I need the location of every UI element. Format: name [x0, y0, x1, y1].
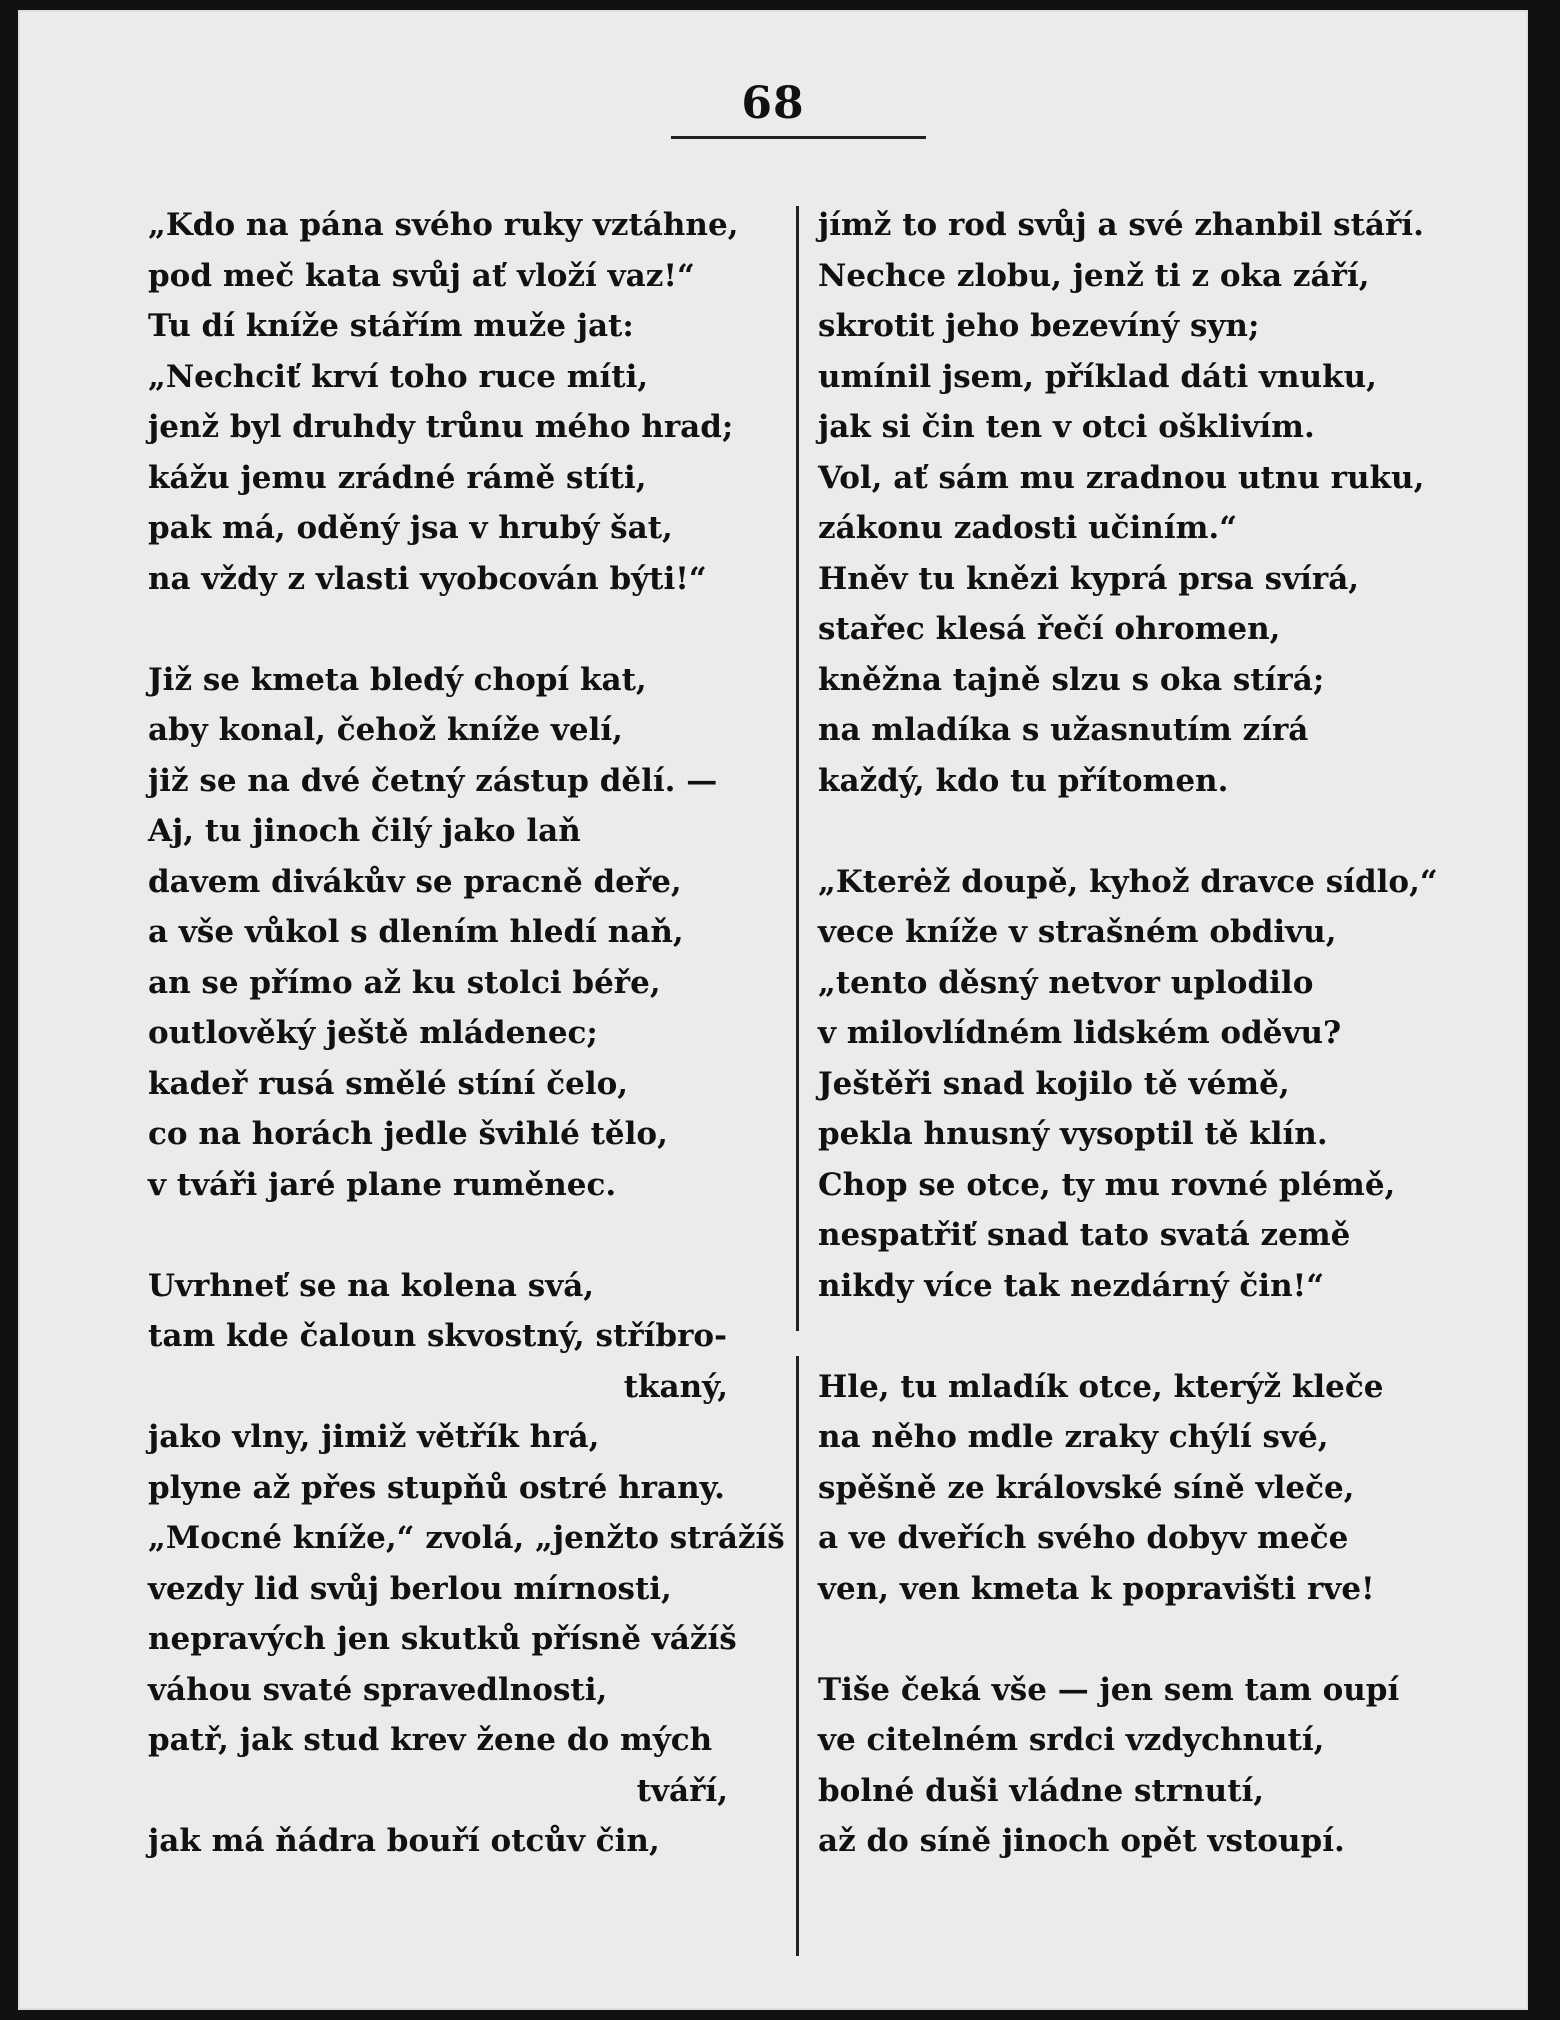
book-page: [18, 10, 1528, 2010]
verse-line: umínil jsem, příklad dáti vnuku,: [818, 358, 1377, 395]
page-number: 68: [741, 78, 805, 129]
verse-line: Nechce zlobu, jenž ti z oka září,: [818, 257, 1370, 294]
verse-line: aby konal, čehož kníže velí,: [148, 712, 623, 748]
verse-line: kážu jemu zrádné rámě stíti,: [148, 459, 647, 496]
verse-line: pak má, oděný jsa v hrubý šat,: [148, 510, 673, 546]
verse-line: skrotit jeho bezevíný syn;: [818, 308, 1260, 344]
stanza-right-3: [818, 1362, 1518, 1615]
stanza-left-1: [148, 200, 768, 604]
stanza-break: [148, 1210, 768, 1261]
verse-line: a ve dveřích svého dobyv meče: [818, 1520, 1349, 1556]
verse-line: kadeř rusá smělé stíní čelo,: [148, 1065, 629, 1102]
verse-line: Hle, tu mladík otce, kterýž klečе: [818, 1368, 1384, 1405]
verse-line: plyne až přes stupňů ostré hrany.: [148, 1469, 725, 1506]
verse-line: nespatřiť snad tato svatá země: [818, 1217, 1351, 1253]
verse-line: zákonu zadosti učiním.“: [818, 510, 1238, 546]
verse-line: váhou svaté spravedlnosti,: [148, 1671, 608, 1708]
stanza-right-1: [818, 200, 1518, 806]
stanza-break: [818, 1614, 1518, 1665]
verse-line: Tiše čeká vše — jen sem tam oupí: [818, 1671, 1400, 1708]
verse-line: patř, jak stud krev žene do mých: [148, 1722, 713, 1758]
verse-line: již se na dvé četný zástup dělí. —: [148, 762, 718, 799]
verse-line: Vol, ať sám mu zradnou utnu ruku,: [818, 459, 1425, 496]
verse-line: na vždy z vlasti vyobcován býti!“: [148, 560, 707, 597]
verse-line: kněžna tajně slzu s oka stírá;: [818, 661, 1325, 698]
stanza-right-2: [818, 857, 1518, 1312]
verse-line: na něho mdle zraky chýlí své,: [818, 1419, 1329, 1455]
verse-line: každý, kdo tu přítomen.: [818, 762, 1229, 799]
verse-line: jako vlny, jimiž větřík hrá,: [148, 1419, 600, 1455]
verse-line: co na horách jedle švihlé tělo,: [148, 1116, 668, 1152]
verse-line-continuation: tváří,: [636, 1772, 728, 1809]
verse-line: jak si čin ten v otci ošklivím.: [818, 409, 1315, 445]
column-divider-upper: [796, 206, 799, 1331]
verse-line: stařec klesá řečí ohromen,: [818, 611, 1281, 647]
verse-line: davem divákův se pracně deře,: [148, 863, 682, 900]
left-column: [148, 200, 785, 1867]
verse-line: „Kdo na pána svého ruky vztáhne,: [148, 207, 739, 243]
verse-line: Chop se otce, ty mu rovné plémě,: [818, 1166, 1396, 1203]
stanza-break: [818, 806, 1518, 857]
verse-line: Tu dí kníže stářím muže jat:: [148, 308, 634, 344]
verse-line: až do síně jinoch opět vstoupí.: [818, 1823, 1345, 1859]
verse-line: vece kníže v strašném obdivu,: [818, 914, 1337, 950]
verse-line: vezdy lid svůj berlou mírnosti,: [148, 1570, 672, 1607]
column-divider-lower: [796, 1356, 799, 1956]
verse-line: v milovlídném lidském oděvu?: [818, 1015, 1342, 1051]
verse-line: nepravých jen skutků přísně vážíš: [148, 1621, 737, 1657]
verse-line: tam kde čaloun skvostný, stříbro-: [148, 1318, 727, 1354]
stanza-left-3: [148, 1261, 785, 1867]
verse-line: „tento děsný netvor uplodilo: [818, 964, 1314, 1001]
verse-line: „Kterėž doupě, kyhož dravce sídlo,“: [818, 863, 1438, 900]
verse-line: jak má ňádra bouří otcův čin,: [148, 1823, 660, 1859]
verse-line: „Nechciť krví toho ruce míti,: [148, 358, 649, 395]
verse-line: Již se kmeta bledý chopí kat,: [148, 661, 647, 698]
page-number-rule: [671, 136, 926, 139]
verse-line: pekla hnusný vysoptil tě klín.: [818, 1116, 1328, 1152]
verse-line: Hněv tu knězi kyprá prsa svírá,: [818, 560, 1360, 597]
verse-line: an se přímo až ku stolci béře,: [148, 964, 661, 1001]
stanza-break: [818, 1311, 1518, 1362]
verse-line: ven, ven kmeta k popravišti rve!: [818, 1570, 1375, 1607]
verse-line: „Mocné kníže,“ zvolá, „jenžto strážíš: [148, 1520, 785, 1556]
verse-line: jímž to rod svůj a své zhanbil stáří.: [818, 207, 1424, 243]
verse-line: Uvrhneť se na kolena svá,: [148, 1267, 595, 1304]
stanza-right-4: [818, 1665, 1518, 1867]
right-column: [818, 200, 1518, 1867]
verse-line: ve citelném srdci vzdychnutí,: [818, 1722, 1325, 1758]
verse-line: pod meč kata svůj ať vloží vaz!“: [148, 257, 695, 294]
verse-line-continuation: tkaný,: [623, 1368, 728, 1405]
verse-line: Aj, tu jinoch čilý jako laň: [148, 813, 581, 849]
verse-line: jenž byl druhdy trůnu mého hrad;: [148, 409, 734, 445]
verse-line: v tváři jaré plane ruměnec.: [148, 1166, 617, 1203]
stanza-left-2: [148, 655, 768, 1211]
verse-line: Ještěři snad kojilo tě vémě,: [818, 1065, 1290, 1102]
verse-line: nikdy více tak nezdárný čin!“: [818, 1267, 1325, 1304]
verse-line: na mladíka s užasnutím zírá: [818, 712, 1309, 748]
stanza-break: [148, 604, 768, 655]
verse-line: bolné duši vládne strnutí,: [818, 1772, 1265, 1809]
verse-line: outlověký ještě mládenec;: [148, 1015, 598, 1051]
verse-line: spěšně ze královské síně vleče,: [818, 1469, 1355, 1506]
verse-line: a vše vůkol s dlením hledí naň,: [148, 914, 684, 950]
